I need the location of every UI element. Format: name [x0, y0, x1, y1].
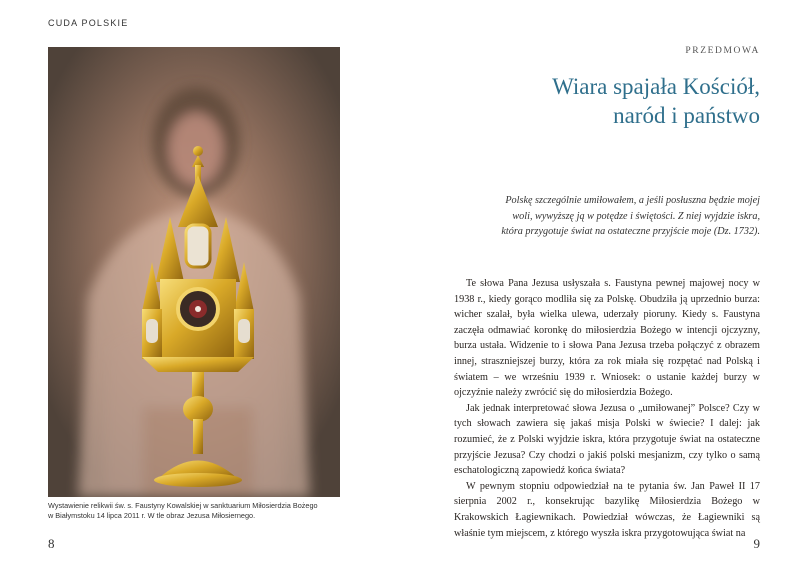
chapter-title-line: naród i państwo — [613, 103, 760, 128]
running-head: CUDA POLSKIE — [48, 18, 129, 28]
reliquary-photo — [48, 47, 340, 497]
chapter-title — [460, 72, 760, 130]
photo-caption — [48, 501, 348, 521]
section-label: PRZEDMOWA — [685, 46, 760, 56]
caption-line: Wystawienie relikwii św. s. Faustyny Kowalskiej w sanktuarium Miłosierdzia Bożego — [48, 501, 318, 510]
page-number-right: 9 — [753, 536, 760, 551]
monstrance-reliquary-icon — [48, 47, 340, 497]
epigraph-line: woli, wywyższę ją w potędze i świętości. Z niej wyjdzie iskra, — [512, 210, 760, 222]
body-text — [454, 276, 760, 541]
page-number-left: 8 — [48, 536, 55, 551]
body-paragraph: W pewnym stopniu odpowiedział na te pytania św. Jan Paweł II 17 sierpnia 2002 r., konsekrując bazylikę Miłosierdzia Bożego w Krakowskich Łagiewnikach. Powiedział wówczas, że Łagiewniki są właśnie tym miejscem, z którego wyszła iskra przygotowująca świat na — [454, 480, 760, 539]
epigraph-line: Polskę szczególnie umiłowałem, a jeśli posłuszna będzie mojej — [505, 195, 760, 206]
epigraph-quote — [460, 193, 760, 240]
chapter-title-line: Wiara spajała Kościół, — [552, 74, 760, 99]
right-page — [400, 0, 800, 569]
body-paragraph: Jak jednak interpretować słowa Jezusa o „umiłowanej” Polsce? Czy w tych słowach zawiera się jakaś misja Polski w świecie? I dalej: jak rozumieć, że z Polski wyjdzie iskra, która przygotuje świat na ostateczne przyjście Jezusa? Czy chodzi o jakiś polski mesjanizm, czy tylko o samą eschatologiczną zapowiedź końca świata? — [454, 402, 760, 477]
caption-line: w Białymstoku 14 lipca 2011 r. W tle obraz Jezusa Miłosiernego. — [48, 511, 256, 520]
epigraph-line: która przygotuje świat na ostateczne przyjście moje (Dz. 1732). — [501, 226, 760, 237]
body-paragraph: Te słowa Pana Jezusa usłyszała s. Faustyna pewnej majowej nocy w 1938 r., kiedy gorąco modliła się za Polskę. Obudziła ją uprzednio burza: wicher szalał, była wielka ulewa, uderzały pioruny. Kiedy s. Faustyna zaczęła odmawiać koronkę do miłosierdzia Bożego w intencji ojczyzny, burza ustała. Widzenie to i słowa Pana Jezusa trzeba połączyć z obrazem innej, straszniejszej burzy, która za rok miała się rozpętać nad Polską i światem – we wrześniu 1939 r. Wniosek: o ustanie każdej burzy w ojczyźnie należy zwrócić się do miłosierdzia Bożego. — [454, 278, 760, 399]
